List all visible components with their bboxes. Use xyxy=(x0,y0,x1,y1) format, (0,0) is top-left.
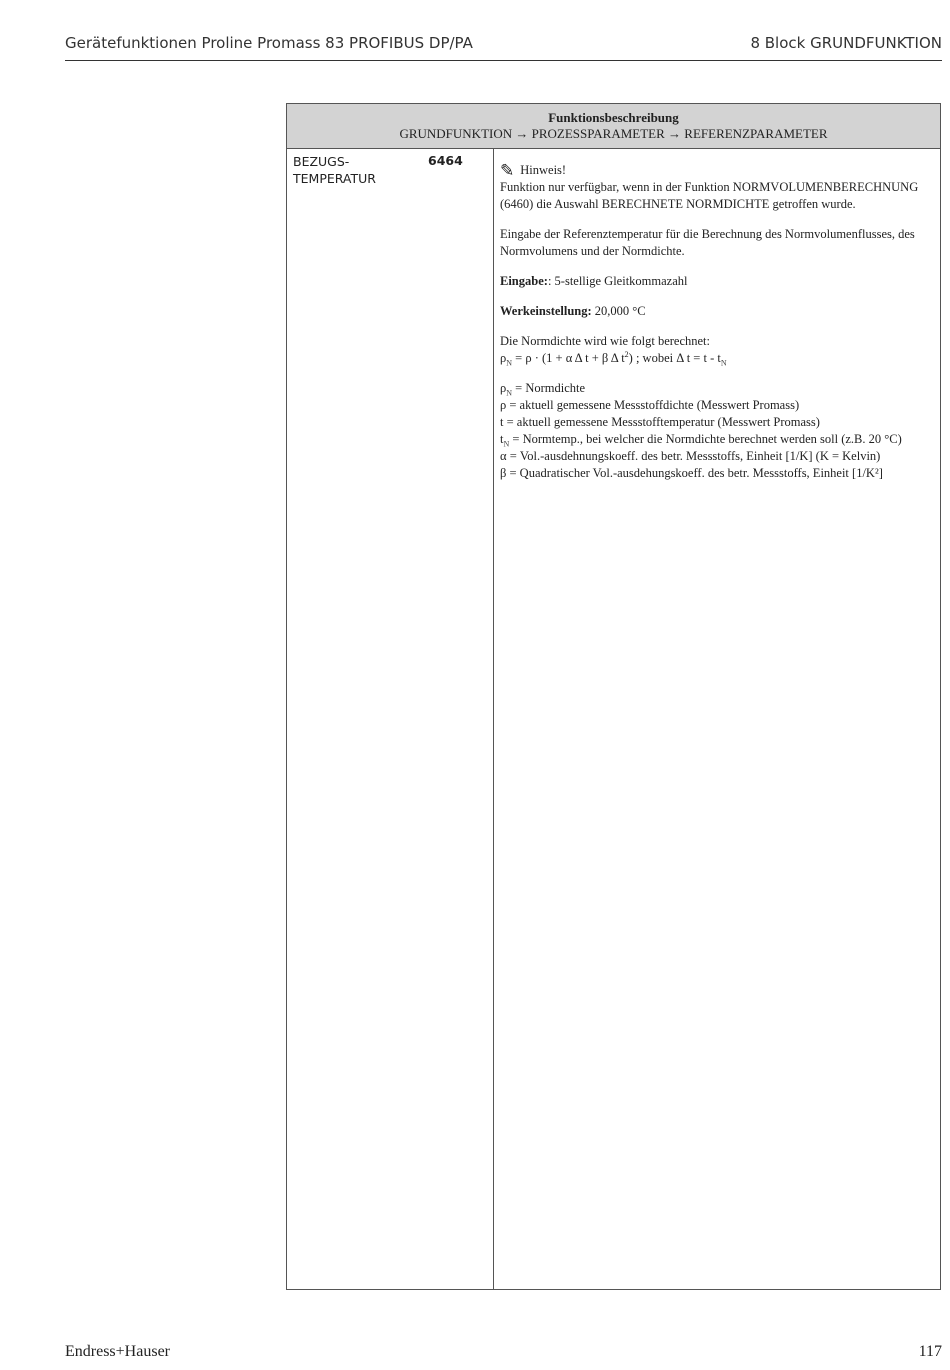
function-table xyxy=(286,103,941,1290)
table-header xyxy=(287,104,940,149)
default-line xyxy=(500,303,938,320)
function-name-line1: BEZUGS- xyxy=(293,154,350,169)
input-label: Eingabe: xyxy=(500,274,548,288)
input-value: : 5-stellige Gleitkommazahl xyxy=(547,274,688,288)
hint-text: Funktion nur verfügbar, wenn in der Funktion NORMVOLUMENBERECHNUNG (6460) die Auswahl BERECHNETE NORMDICHTE getroffen wurde. xyxy=(500,180,919,211)
formula: $\rho_N = \rho \cdot (1 + \alpha$ Δ t + β Δ $t^2$) ; wobei Δ $t = t - t_N$ xyxy=(500,349,727,368)
formula-intro: Die Normdichte wird wie folgt berechnet: xyxy=(500,334,710,348)
legend-item: t = aktuell gemessene Messstofftemperatur (Messwert Promass) xyxy=(500,415,820,429)
input-line xyxy=(500,273,938,290)
default-label: Werkeinstellung: xyxy=(500,304,592,318)
function-code: 6464 xyxy=(428,153,463,168)
footer-brand: Endress+Hauser xyxy=(65,1343,170,1360)
hint-heading xyxy=(500,162,938,179)
column-divider xyxy=(493,148,494,1289)
page-header xyxy=(65,32,942,61)
legend-item: ρ = aktuell gemessene Messstoffdichte (Messwert Promass) xyxy=(500,398,800,412)
header-section-title: 8 Block GRUNDFUNKTION xyxy=(750,34,942,52)
pencil-icon: ✎ xyxy=(500,161,515,180)
legend-item: $t_N$ = Normtemp., bei welcher die Normdichte berechnet werden soll (z.B. 20 °C) xyxy=(500,432,902,449)
header-document-title: Gerätefunktionen Proline Promass 83 PROFIBUS DP/PA xyxy=(65,34,473,52)
legend-item: α = Vol.-ausdehnungskoeff. des betr. Messstoffs, Einheit [1/K] (K = Kelvin) xyxy=(500,449,881,463)
legend-item: β = Quadratischer Vol.-ausdehungskoeff. des betr. Messstoffs, Einheit [1/K²] xyxy=(500,466,883,480)
function-description xyxy=(500,162,938,495)
default-value: 20,000 °C xyxy=(591,304,646,318)
hint-title: Hinweis! xyxy=(520,163,567,177)
legend-block xyxy=(500,380,938,482)
function-name-line2: TEMPERATUR xyxy=(293,171,376,186)
table-path: GRUNDFUNKTION → PROZESSPARAMETER → REFERENZPARAMETER xyxy=(399,126,828,141)
formula-block xyxy=(500,333,938,367)
table-title: Funktionsbeschreibung xyxy=(548,110,679,125)
function-name xyxy=(293,153,413,187)
legend-item: $\rho_N$ = Normdichte xyxy=(500,381,586,398)
footer-page-number: 117 xyxy=(918,1343,942,1360)
intro-text: Eingabe der Referenztemperatur für die Berechnung des Normvolumenflusses, des Normvolumens und der Normdichte. xyxy=(500,227,915,258)
